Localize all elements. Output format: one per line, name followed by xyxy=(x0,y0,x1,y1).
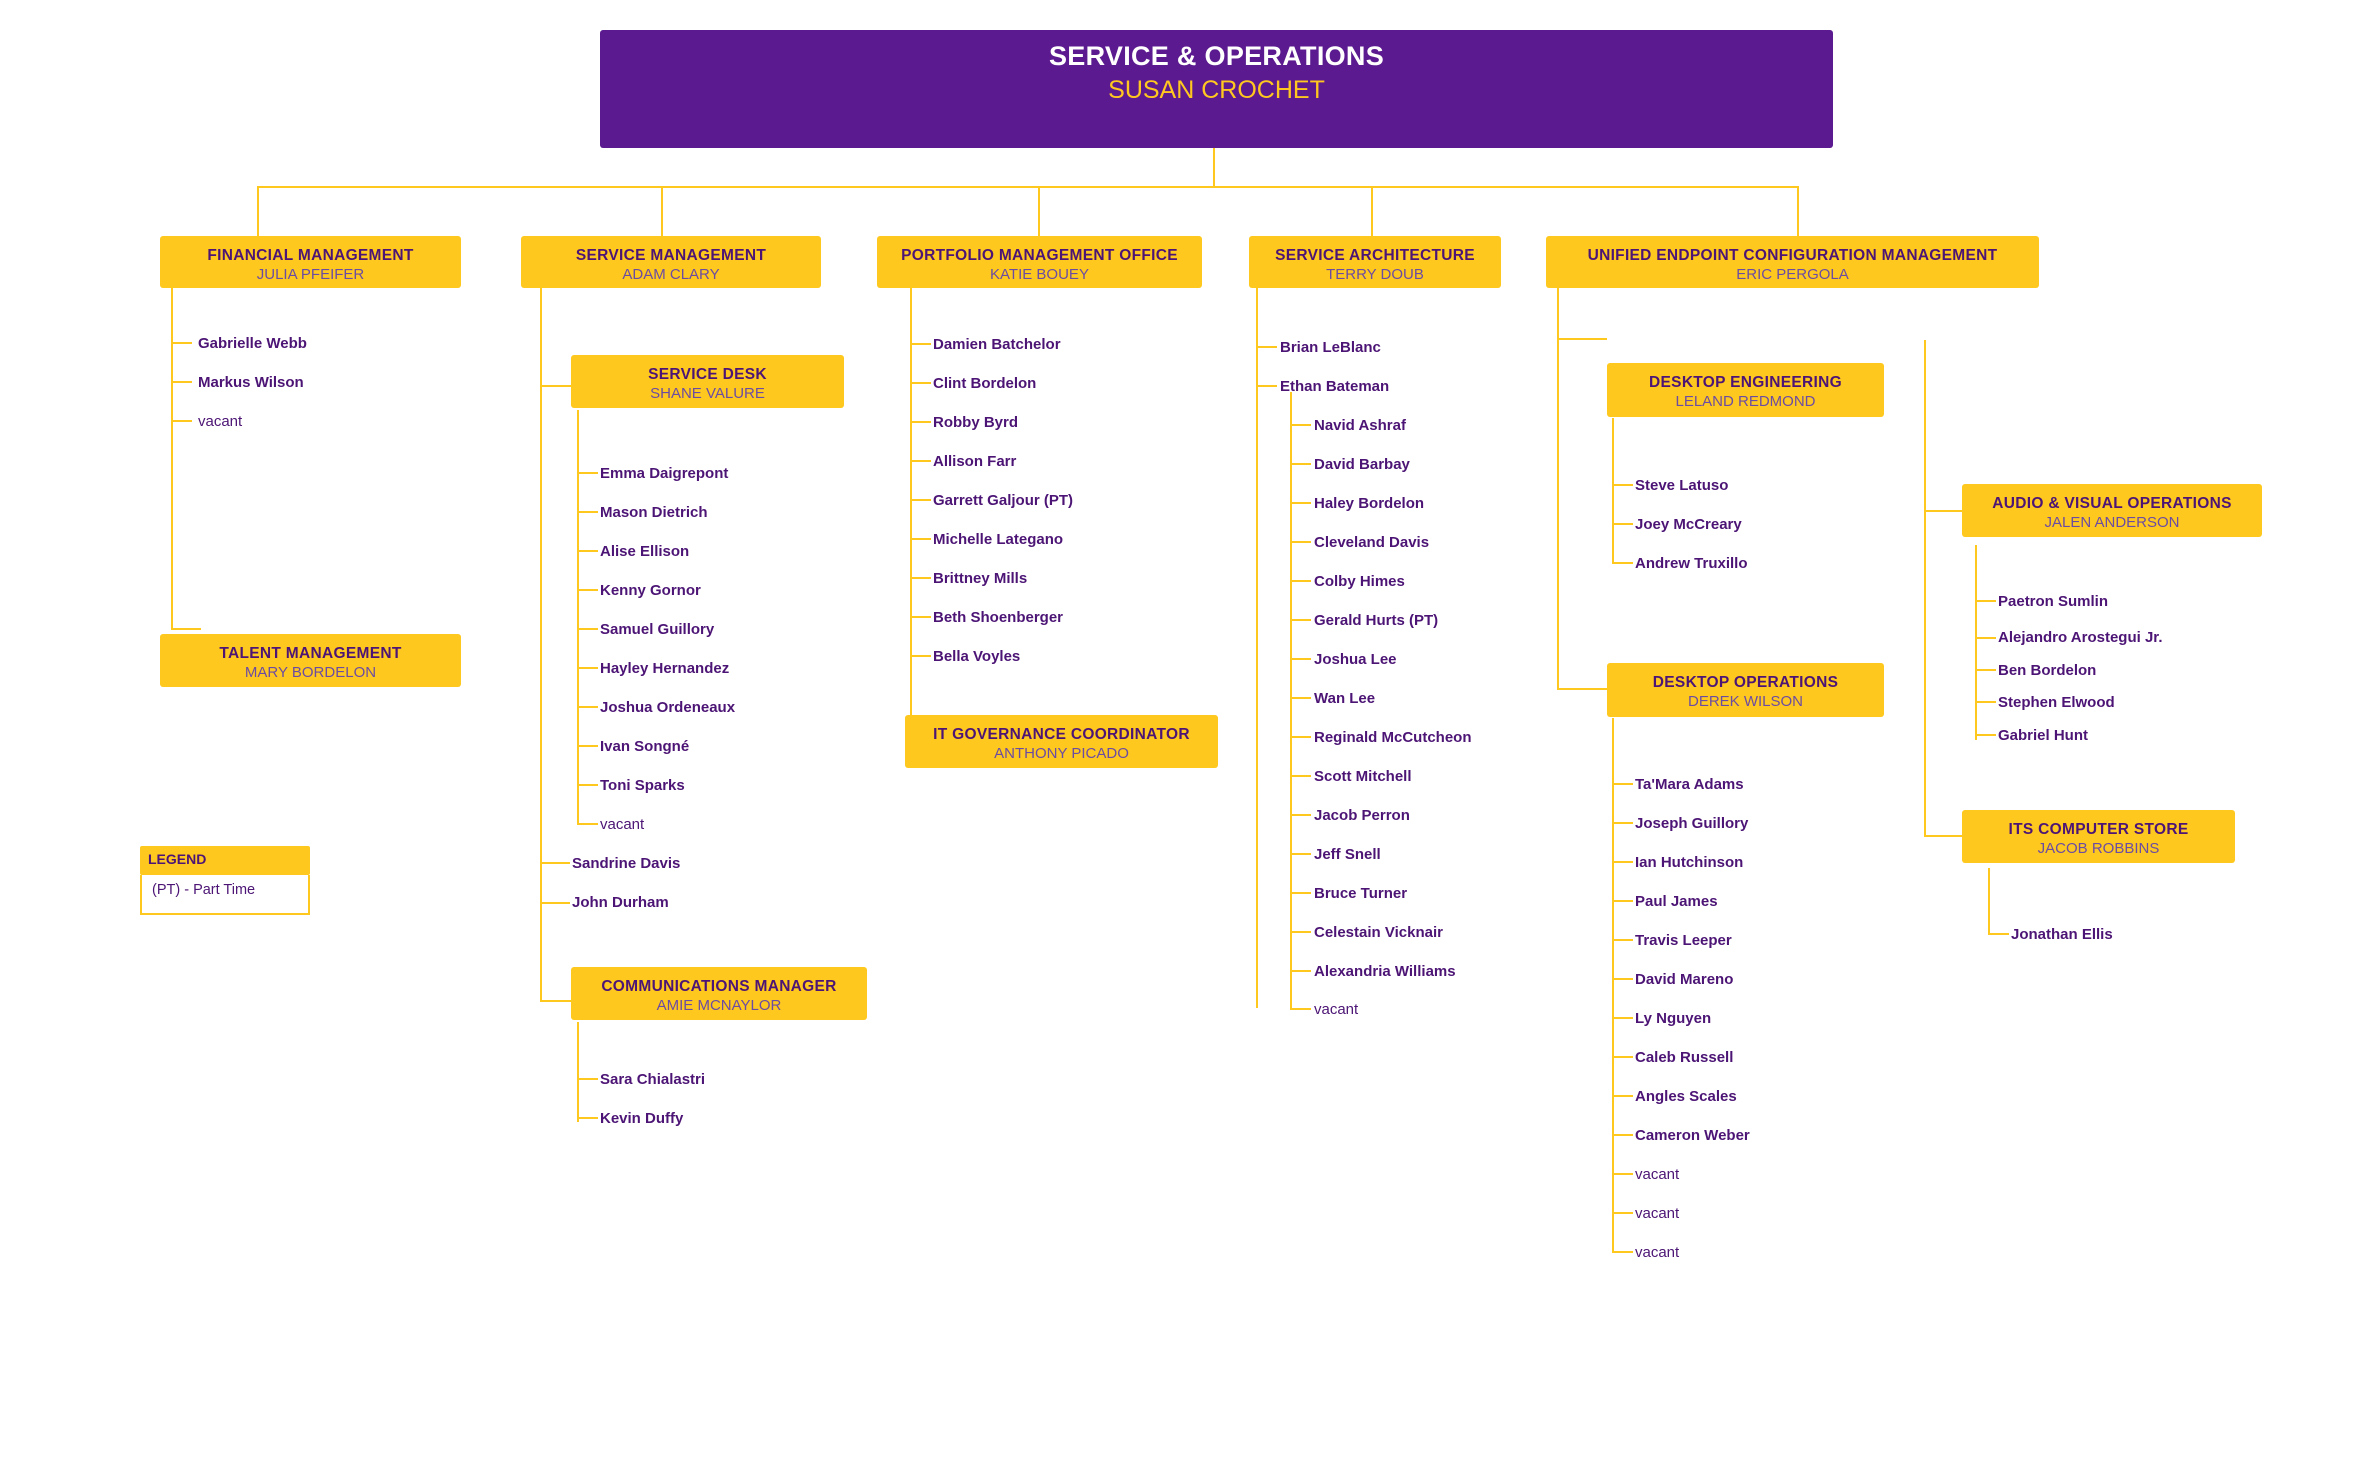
connector xyxy=(1290,814,1311,816)
connector xyxy=(1290,775,1311,777)
connector xyxy=(1557,338,1607,340)
list-item: Kevin Duffy xyxy=(600,1110,684,1127)
list-item: Navid Ashraf xyxy=(1314,417,1406,434)
connector xyxy=(1290,658,1311,660)
connector xyxy=(910,421,931,423)
node-person: ANTHONY PICADO xyxy=(994,745,1129,763)
connector xyxy=(1290,970,1311,972)
legend-title: LEGEND xyxy=(148,851,207,867)
connector xyxy=(1290,463,1311,465)
legend-entry: (PT) - Part Time xyxy=(152,882,256,898)
list-item: Clint Bordelon xyxy=(933,375,1037,392)
connector xyxy=(1290,736,1311,738)
node-title: AUDIO & VISUAL OPERATIONS xyxy=(1992,495,2232,512)
node-title: SERVICE DESK xyxy=(648,366,767,383)
legend-body xyxy=(140,875,310,915)
list-item: Gerald Hurts (PT) xyxy=(1314,612,1439,629)
node-person: AMIE MCNAYLOR xyxy=(656,997,782,1015)
list-item: Caleb Russell xyxy=(1635,1049,1734,1066)
connector xyxy=(1290,541,1311,543)
list-item: Jacob Perron xyxy=(1314,807,1410,824)
list-item: Joshua Ordeneaux xyxy=(600,699,736,716)
list-item: Ta'Mara Adams xyxy=(1635,776,1744,793)
connector xyxy=(1256,346,1277,348)
list-item: Alise Ellison xyxy=(600,543,690,560)
node-person: KATIE BOUEY xyxy=(990,266,1089,284)
node-desktop-engineering[interactable] xyxy=(1607,363,1884,417)
connector xyxy=(577,1117,598,1119)
list-item: Gabrielle Webb xyxy=(198,335,307,352)
connector xyxy=(1371,186,1373,236)
connector xyxy=(1612,562,1633,564)
connector xyxy=(910,499,931,501)
connector xyxy=(540,1000,575,1002)
node-person: JALEN ANDERSON xyxy=(2044,514,2180,532)
connector xyxy=(577,706,598,708)
connector xyxy=(577,589,598,591)
node-person: JACOB ROBBINS xyxy=(2037,840,2160,858)
list-item: Alejandro Arostegui Jr. xyxy=(1998,629,2163,646)
connector xyxy=(1612,861,1633,863)
node-it-governance-coordinator[interactable] xyxy=(905,715,1218,768)
list-item: Cameron Weber xyxy=(1635,1127,1750,1144)
node-person: SUSAN CROCHET xyxy=(1108,75,1325,104)
connector xyxy=(1612,1056,1633,1058)
node-title: SERVICE & OPERATIONS xyxy=(1048,41,1385,71)
connector xyxy=(1924,340,1926,510)
node-service-architecture[interactable] xyxy=(1249,236,1501,288)
list-item: vacant xyxy=(1314,1001,1359,1018)
connector xyxy=(257,186,1799,188)
connector xyxy=(1975,701,1996,703)
list-item: Stephen Elwood xyxy=(1998,694,2115,711)
connector xyxy=(577,472,598,474)
node-title: PORTFOLIO MANAGEMENT OFFICE xyxy=(901,247,1178,264)
list-item: Bruce Turner xyxy=(1314,885,1408,902)
list-item: Joey McCreary xyxy=(1635,516,1742,533)
list-item: Haley Bordelon xyxy=(1314,495,1425,512)
connector xyxy=(540,288,542,1000)
list-item: Damien Batchelor xyxy=(933,336,1061,353)
connector xyxy=(1975,637,1996,639)
connector xyxy=(171,342,192,344)
list-item: Beth Shoenberger xyxy=(933,609,1064,626)
connector xyxy=(577,511,598,513)
legend-header xyxy=(140,846,310,875)
list-item: Jeff Snell xyxy=(1314,846,1381,863)
node-financial-management[interactable] xyxy=(160,236,461,288)
connector xyxy=(910,538,931,540)
list-item: vacant xyxy=(1635,1166,1680,1183)
connector xyxy=(1256,288,1258,1008)
connector xyxy=(171,288,173,628)
connector xyxy=(577,1078,598,1080)
connector xyxy=(1612,484,1633,486)
list-item: Angles Scales xyxy=(1635,1088,1737,1105)
connector xyxy=(1290,424,1311,426)
connector xyxy=(910,343,931,345)
node-title: IT GOVERNANCE COORDINATOR xyxy=(933,726,1190,743)
list-item: Ian Hutchinson xyxy=(1635,854,1744,871)
connector xyxy=(171,381,192,383)
node-title: ITS COMPUTER STORE xyxy=(2008,821,2189,838)
node-person: LELAND REDMOND xyxy=(1675,393,1816,411)
connector xyxy=(1612,1173,1633,1175)
connector xyxy=(1975,669,1996,671)
connector xyxy=(1290,619,1311,621)
connector xyxy=(1557,288,1559,688)
node-person: SHANE VALURE xyxy=(650,385,765,403)
connector xyxy=(577,1022,579,1122)
connector xyxy=(1988,933,2009,935)
node-person: TERRY DOUB xyxy=(1326,266,1424,284)
list-item: Kenny Gornor xyxy=(600,582,701,599)
list-item: John Durham xyxy=(572,894,669,911)
connector xyxy=(1612,822,1633,824)
connector xyxy=(1924,510,1964,512)
list-item: Andrew Truxillo xyxy=(1635,555,1748,572)
list-item: Hayley Hernandez xyxy=(600,660,730,677)
list-item: Reginald McCutcheon xyxy=(1314,729,1472,746)
node-title: FINANCIAL MANAGEMENT xyxy=(207,247,414,264)
connector xyxy=(1612,939,1633,941)
connector xyxy=(1975,734,1996,736)
node-title: SERVICE ARCHITECTURE xyxy=(1275,247,1475,264)
list-item: Brian LeBlanc xyxy=(1280,339,1381,356)
node-portfolio-management-office[interactable] xyxy=(877,236,1202,288)
connector xyxy=(1612,1134,1633,1136)
connector xyxy=(540,385,575,387)
connector xyxy=(1557,688,1607,690)
list-item: Alexandria Williams xyxy=(1314,963,1456,980)
connector xyxy=(1975,600,1996,602)
list-item: Celestain Vicknair xyxy=(1314,924,1443,941)
connector xyxy=(1612,1212,1633,1214)
connector xyxy=(1038,186,1040,236)
list-item: Emma Daigrepont xyxy=(600,465,729,482)
connector xyxy=(1290,697,1311,699)
connector xyxy=(577,628,598,630)
node-title: DESKTOP OPERATIONS xyxy=(1652,674,1839,691)
list-item: Jonathan Ellis xyxy=(2011,926,2113,943)
connector xyxy=(910,655,931,657)
list-item: Markus Wilson xyxy=(198,374,304,391)
connector xyxy=(1924,835,1964,837)
list-item: Cleveland Davis xyxy=(1314,534,1430,551)
connector xyxy=(577,745,598,747)
list-item: Samuel Guillory xyxy=(600,621,715,638)
list-item: Steve Latuso xyxy=(1635,477,1729,494)
connector xyxy=(1290,1008,1311,1010)
node-desktop-operations[interactable] xyxy=(1607,663,1884,717)
list-item: Bella Voyles xyxy=(933,648,1021,665)
connector xyxy=(1612,1251,1633,1253)
connector xyxy=(1290,502,1311,504)
connector xyxy=(1290,892,1311,894)
list-item: Sara Chialastri xyxy=(600,1071,706,1088)
list-item: Ben Bordelon xyxy=(1998,662,2097,679)
node-person: ERIC PERGOLA xyxy=(1736,266,1849,284)
connector xyxy=(540,862,570,864)
list-item: Wan Lee xyxy=(1314,690,1376,707)
list-item: Brittney Mills xyxy=(933,570,1028,587)
connector xyxy=(1290,392,1292,1008)
list-item: vacant xyxy=(600,816,645,833)
node-service-desk[interactable] xyxy=(571,355,844,408)
connector xyxy=(577,823,598,825)
connector xyxy=(1612,1017,1633,1019)
connector xyxy=(1924,510,1926,835)
connector xyxy=(661,186,663,236)
node-person: ADAM CLARY xyxy=(622,266,720,284)
connector xyxy=(1975,545,1977,740)
connector xyxy=(1612,783,1633,785)
list-item: Scott Mitchell xyxy=(1314,768,1412,785)
node-service-operations[interactable] xyxy=(600,30,1833,148)
list-item: Paul James xyxy=(1635,893,1718,910)
list-item: Toni Sparks xyxy=(600,777,685,794)
list-item: Joseph Guillory xyxy=(1635,815,1749,832)
list-item: Sandrine Davis xyxy=(572,855,681,872)
connector xyxy=(1290,853,1311,855)
node-title: TALENT MANAGEMENT xyxy=(219,645,402,662)
list-item: Ly Nguyen xyxy=(1635,1010,1712,1027)
connector xyxy=(1612,418,1614,563)
connector xyxy=(1612,900,1633,902)
list-item: Paetron Sumlin xyxy=(1998,593,2109,610)
list-item: Gabriel Hunt xyxy=(1998,727,2089,744)
list-item: Robby Byrd xyxy=(933,414,1019,431)
list-item: Michelle Lategano xyxy=(933,531,1064,548)
list-item: vacant xyxy=(1635,1205,1680,1222)
connector xyxy=(910,616,931,618)
connector xyxy=(1213,148,1215,186)
node-communications-manager[interactable] xyxy=(571,967,867,1020)
connector xyxy=(1290,931,1311,933)
connector xyxy=(1256,385,1277,387)
connector xyxy=(910,577,931,579)
node-unified-endpoint-configuration-management[interactable] xyxy=(1546,236,2039,288)
list-item: Joshua Lee xyxy=(1314,651,1397,668)
connector xyxy=(1612,978,1633,980)
list-item: Ivan Songné xyxy=(600,738,690,755)
node-service-management[interactable] xyxy=(521,236,821,288)
list-item: Colby Himes xyxy=(1314,573,1405,590)
connector xyxy=(577,784,598,786)
connector xyxy=(540,902,570,904)
node-talent-management[interactable] xyxy=(160,634,461,687)
list-item: Mason Dietrich xyxy=(600,504,708,521)
list-item: David Barbay xyxy=(1314,456,1410,473)
node-title: UNIFIED ENDPOINT CONFIGURATION MANAGEMENT xyxy=(1587,247,1998,264)
node-person: MARY BORDELON xyxy=(244,664,377,682)
list-item: Allison Farr xyxy=(933,453,1017,470)
connector xyxy=(1988,868,1990,933)
list-item: Ethan Bateman xyxy=(1280,378,1390,395)
list-item: Garrett Galjour (PT) xyxy=(933,492,1074,509)
connector xyxy=(1797,186,1799,236)
node-title: COMMUNICATIONS MANAGER xyxy=(601,978,837,995)
connector xyxy=(257,186,259,236)
connector xyxy=(1612,523,1633,525)
list-item: David Mareno xyxy=(1635,971,1734,988)
node-person: JULIA PFEIFER xyxy=(256,266,365,284)
connector xyxy=(910,288,912,748)
node-audio-visual-operations[interactable] xyxy=(1962,484,2262,537)
node-its-computer-store[interactable] xyxy=(1962,810,2235,863)
list-item: Travis Leeper xyxy=(1635,932,1732,949)
connector xyxy=(171,420,192,422)
connector xyxy=(577,667,598,669)
connector xyxy=(577,550,598,552)
list-item: vacant xyxy=(1635,1244,1680,1261)
connector xyxy=(910,460,931,462)
list-item: vacant xyxy=(198,413,243,430)
node-person: DEREK WILSON xyxy=(1687,693,1804,711)
node-title: DESKTOP ENGINEERING xyxy=(1649,374,1842,391)
connector xyxy=(910,382,931,384)
connector xyxy=(1290,580,1311,582)
connector xyxy=(1612,1095,1633,1097)
node-title: SERVICE MANAGEMENT xyxy=(575,247,767,264)
connector xyxy=(171,628,201,630)
